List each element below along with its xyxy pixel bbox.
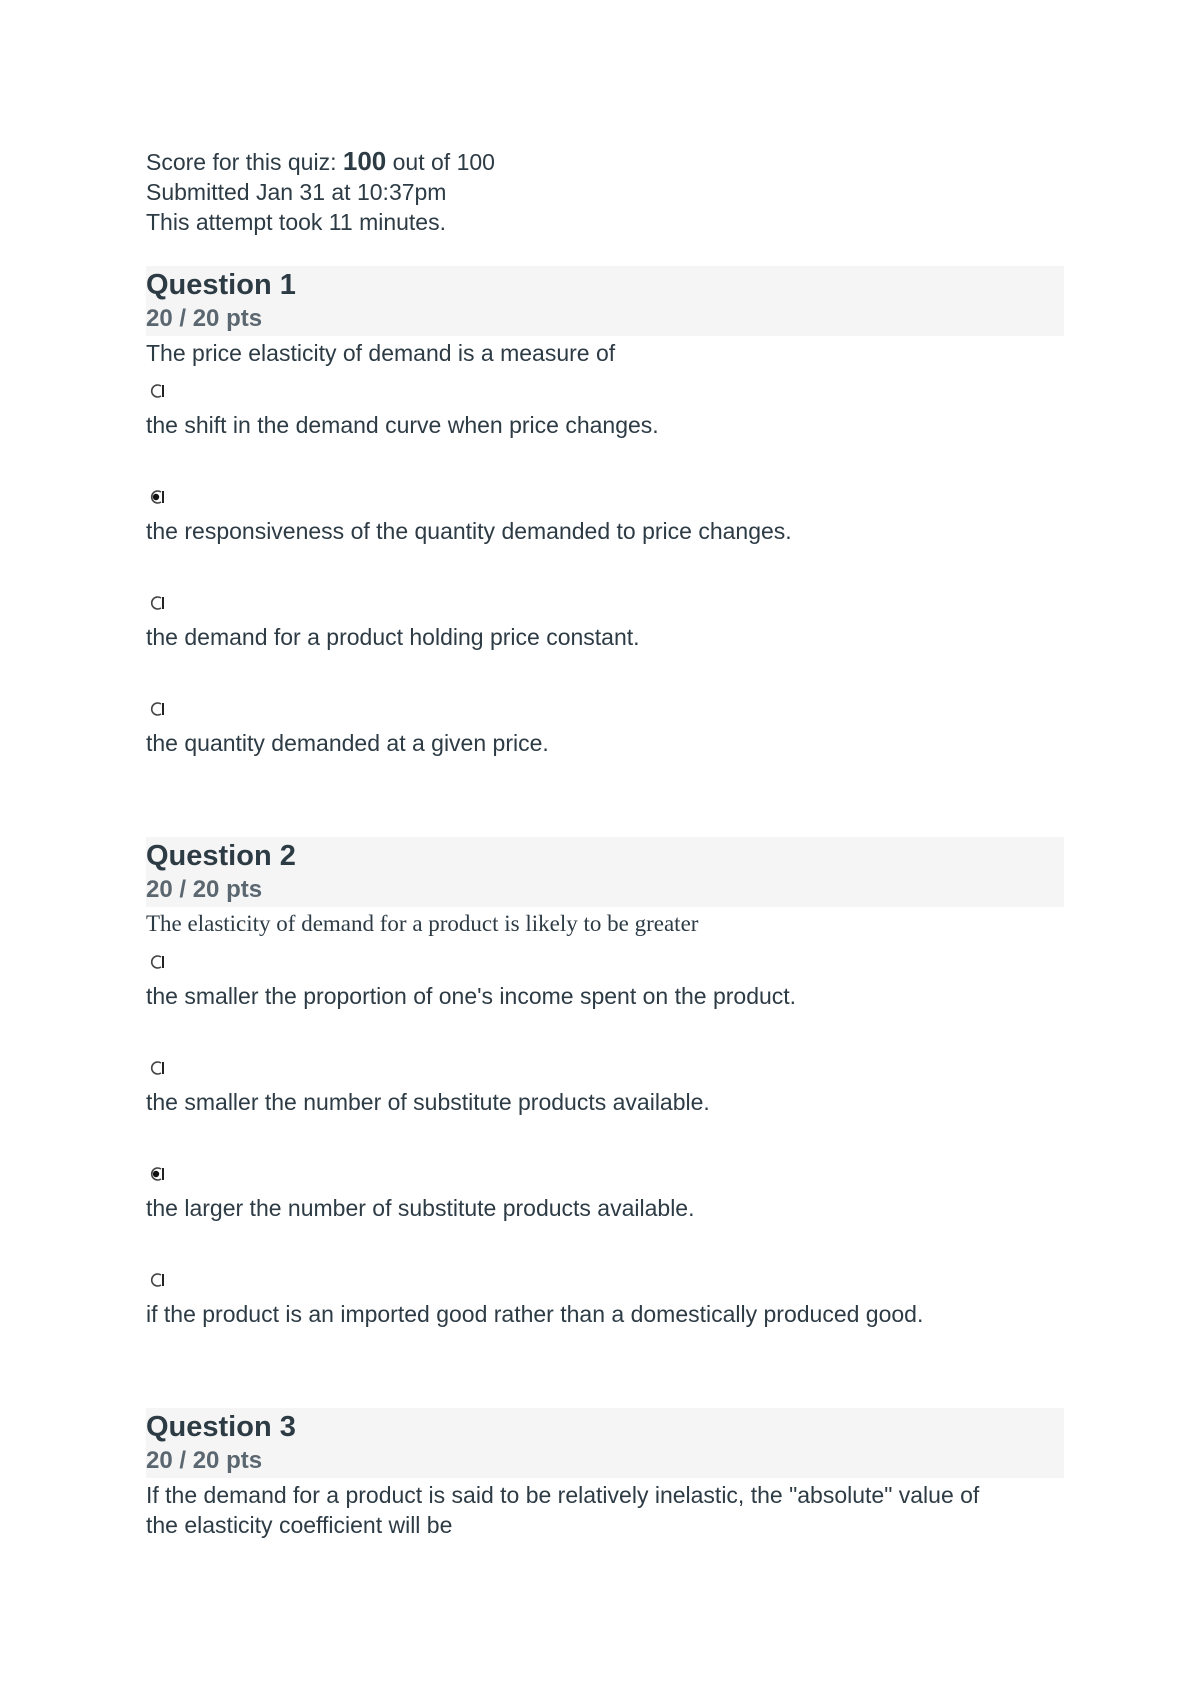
answer-text: the shift in the demand curve when price changes.: [146, 412, 659, 438]
radio-filled-icon[interactable]: [148, 488, 166, 506]
question-header: [146, 837, 1064, 907]
question-title: Question 2: [146, 840, 296, 872]
score-suffix: out of 100: [386, 149, 495, 175]
question-points: 20 / 20 pts: [146, 305, 263, 332]
answer-text: the quantity demanded at a given price.: [146, 730, 549, 756]
answer-option[interactable]: [146, 939, 1064, 1045]
question-points: 20 / 20 pts: [146, 876, 263, 903]
quiz-summary: [146, 146, 1064, 237]
question-title: Question 1: [146, 269, 296, 301]
answer-text: the responsiveness of the quantity demanded to price changes.: [146, 518, 792, 544]
answer-text: the smaller the proportion of one's income spent on the product.: [146, 983, 797, 1009]
radio-empty-icon[interactable]: [148, 953, 166, 971]
answer-text: the larger the number of substitute products available.: [146, 1195, 695, 1221]
radio-empty-icon[interactable]: [148, 382, 166, 400]
question-header: [146, 1408, 1064, 1478]
answer-option[interactable]: [146, 368, 1064, 474]
question-1: [146, 266, 1064, 792]
answer-option[interactable]: [146, 1151, 1064, 1257]
answer-option[interactable]: [146, 580, 1064, 686]
answer-text: if the product is an imported good rather than a domestically produced good.: [146, 1301, 924, 1327]
quiz-results-page: [146, 146, 1064, 1538]
radio-empty-icon[interactable]: [148, 1271, 166, 1289]
question-text: The elasticity of demand for a product is likely to be greater: [146, 911, 699, 936]
question-header: [146, 266, 1064, 336]
question-text-line-2: the elasticity coefficient will be: [146, 1512, 453, 1538]
answer-option[interactable]: [146, 1257, 1064, 1363]
answer-option[interactable]: [146, 1045, 1064, 1151]
question-text-line-1: If the demand for a product is said to be relatively inelastic, the "absolute" value of: [146, 1482, 980, 1508]
answer-text: the demand for a product holding price constant.: [146, 624, 640, 650]
score-value: 100: [342, 146, 387, 176]
question-points: 20 / 20 pts: [146, 1447, 263, 1474]
score-line: [146, 146, 1064, 177]
submitted-date: Submitted Jan 31 at 10:37pm: [146, 179, 447, 205]
question-text: The price elasticity of demand is a measure of: [146, 340, 616, 366]
radio-empty-icon[interactable]: [148, 700, 166, 718]
attempt-duration: This attempt took 11 minutes.: [146, 209, 446, 235]
score-prefix: Score for this quiz:: [146, 149, 343, 175]
radio-empty-icon[interactable]: [148, 594, 166, 612]
question-title: Question 3: [146, 1411, 296, 1443]
question-2: [146, 837, 1064, 1363]
radio-empty-icon[interactable]: [148, 1059, 166, 1077]
answer-text: the smaller the number of substitute products available.: [146, 1089, 710, 1115]
answer-option[interactable]: [146, 686, 1064, 792]
radio-filled-icon[interactable]: [148, 1165, 166, 1183]
answer-option[interactable]: [146, 474, 1064, 580]
question-3: [146, 1408, 1064, 1540]
